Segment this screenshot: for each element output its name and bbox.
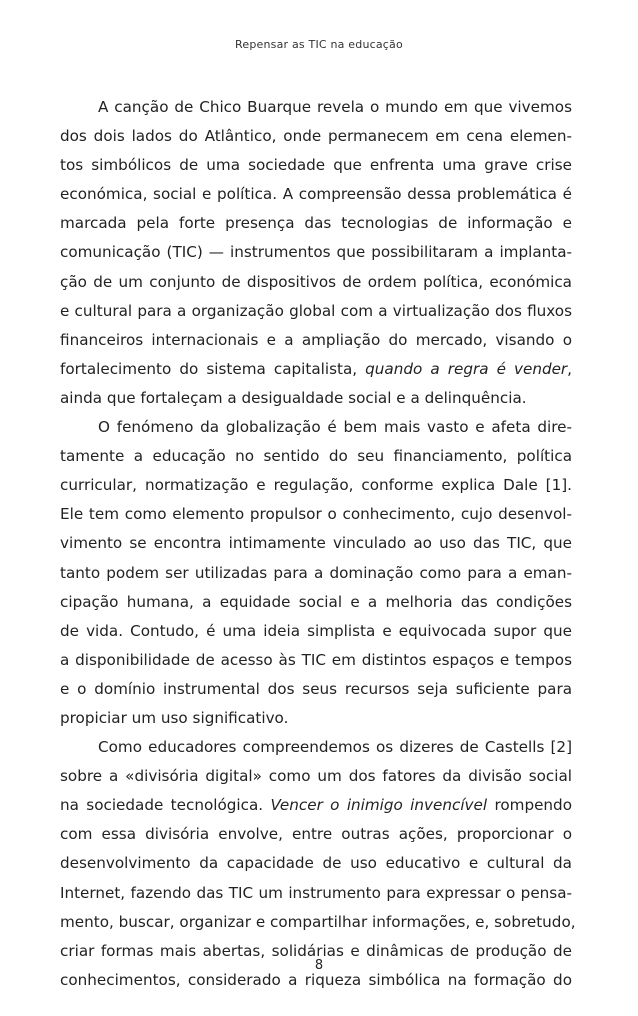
text-line: Internet, fazendo das TIC um instrumento para expressar o pensa-: [60, 883, 572, 902]
text-fragment: na sociedade tecnológica.: [60, 796, 271, 815]
text-line: desenvolvimento da capacidade de uso educativo e cultural da: [60, 854, 572, 873]
text-line: e cultural para a organização global com a virtualização dos fluxos: [60, 301, 572, 320]
text-line: Ele tem como elemento propulsor o conhecimento, cujo desenvol-: [60, 505, 572, 524]
text-line: vimento se encontra intimamente vinculado ao uso das TIC, que: [60, 534, 572, 553]
text-line: e o domínio instrumental dos seus recursos seja suficiente para: [60, 679, 572, 698]
running-header: Repensar as TIC na educação: [235, 38, 403, 51]
text-line: criar formas mais abertas, solidárias e dinâmicas de produção de: [60, 941, 572, 960]
text-line: marcada pela forte presença das tecnologias de informação e: [60, 214, 572, 233]
text-line: O fenómeno da globalização é bem mais vasto e afeta dire-: [98, 418, 572, 437]
text-line: mento, buscar, organizar e compartilhar informações, e, sobretudo,: [60, 912, 576, 931]
text-line: de vida. Contudo, é uma ideia simplista e equivocada supor que: [60, 621, 572, 640]
text-line: económica, social e política. A compreensão dessa problemática é: [60, 185, 572, 204]
text-line: propiciar um uso significativo.: [60, 708, 289, 727]
text-line-with-italic: [60, 791, 572, 820]
text-line: conhecimentos, considerado a riqueza simbólica na formação do: [60, 970, 572, 989]
text-line: ção de um conjunto de dispositivos de ordem política, económica: [60, 272, 572, 291]
text-line: cipação humana, a equidade social e a melhoria das condições: [60, 592, 572, 611]
italic-phrase: Vencer o inimigo invencível: [270, 796, 488, 815]
page-number: 8: [314, 958, 324, 973]
body-text: [60, 93, 576, 995]
text-line: tos simbólicos de uma sociedade que enfrenta uma grave crise: [60, 156, 572, 175]
text-line: Como educadores compreendemos os dizeres de Castells [2]: [98, 738, 572, 757]
text-fragment: fortalecimento do sistema capitalista,: [60, 359, 366, 378]
text-fragment: rompendo: [487, 796, 572, 815]
italic-phrase: quando a regra é vender: [365, 359, 568, 378]
text-line: ainda que fortaleçam a desigualdade social e a delinquência.: [60, 388, 527, 407]
text-line-with-italic: [60, 355, 572, 384]
text-line: financeiros internacionais e a ampliação do mercado, visando o: [60, 330, 572, 349]
text-line: tamente a educação no sentido do seu financiamento, política: [60, 447, 572, 466]
text-line: A canção de Chico Buarque revela o mundo em que vivemos: [98, 98, 572, 116]
text-line: a disponibilidade de acesso às TIC em distintos espaços e tempos: [60, 650, 572, 669]
text-fragment: ,: [567, 359, 572, 378]
text-line: curricular, normatização e regulação, conforme explica Dale [1].: [60, 476, 572, 495]
text-line: comunicação (TIC) — instrumentos que possibilitaram a implanta-: [60, 243, 572, 262]
text-line: com essa divisória envolve, entre outras ações, proporcionar o: [60, 825, 572, 844]
text-line: sobre a «divisória digital» como um dos fatores da divisão social: [60, 767, 572, 786]
text-line: dos dois lados do Atlântico, onde permanecem em cena elemen-: [60, 127, 572, 146]
text-line: tanto podem ser utilizadas para a dominação como para a eman-: [60, 563, 572, 582]
